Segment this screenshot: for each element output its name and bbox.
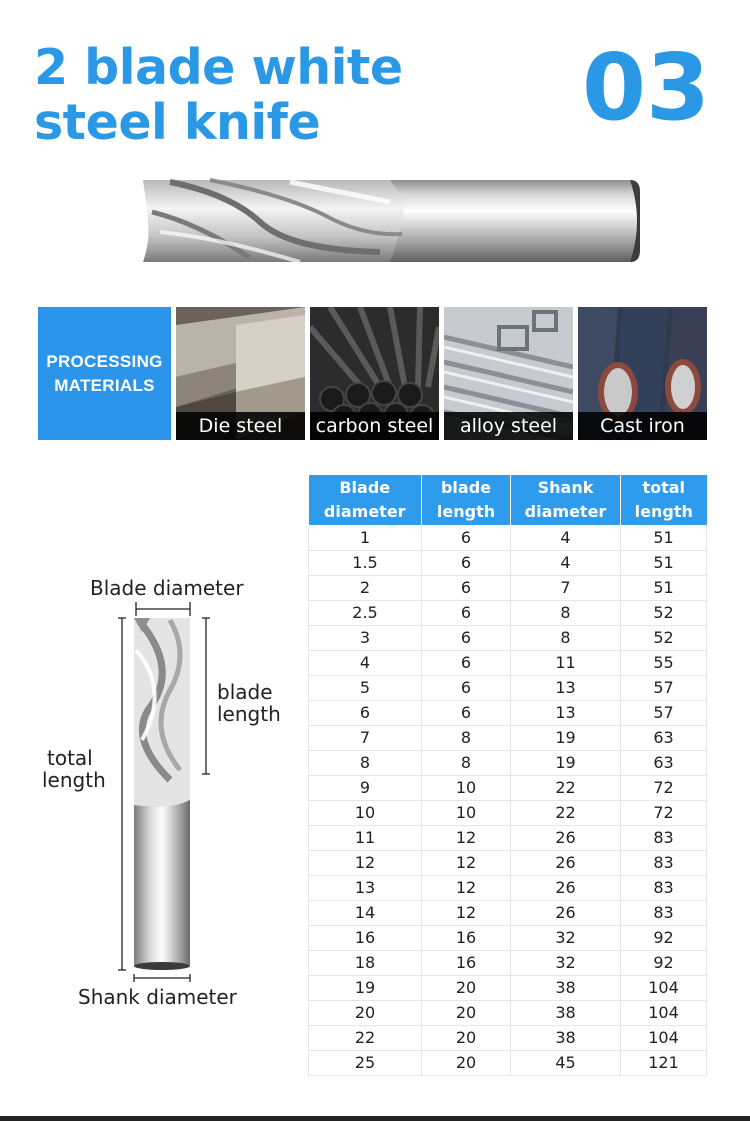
table-cell: 32 (511, 925, 621, 950)
table-cell: 2 (309, 575, 422, 600)
table-cell: 4 (309, 650, 422, 675)
table-cell: 22 (511, 800, 621, 825)
table-cell: 6 (422, 550, 511, 575)
processing-label-line-1: PROCESSING (46, 351, 163, 371)
table-header-row (309, 475, 707, 525)
table-cell: 83 (621, 875, 707, 900)
table-cell: 18 (309, 950, 422, 975)
header-blade-length: blade length (422, 475, 511, 525)
table-cell: 22 (309, 1025, 422, 1050)
table-cell: 52 (621, 600, 707, 625)
table-row (309, 600, 707, 625)
table-row (309, 1000, 707, 1025)
table-row (309, 550, 707, 575)
table-cell: 6 (422, 600, 511, 625)
table-cell: 7 (511, 575, 621, 600)
table-cell: 4 (511, 525, 621, 550)
blade-diameter-label: Blade diameter (90, 576, 244, 600)
spec-table-body (309, 525, 707, 1075)
table-row (309, 800, 707, 825)
table-row (309, 875, 707, 900)
processing-materials-label (38, 307, 171, 440)
table-cell: 9 (309, 775, 422, 800)
title-line-2: steel knife (34, 94, 321, 151)
table-row (309, 1025, 707, 1050)
vertical-end-mill-image (30, 560, 290, 1020)
blade-length-label-line-2: length (217, 702, 281, 726)
material-cast-iron (578, 307, 707, 440)
table-cell: 26 (511, 875, 621, 900)
spec-table (308, 475, 707, 1076)
table-cell: 55 (621, 650, 707, 675)
title-line-1: 2 blade white (34, 39, 403, 96)
table-cell: 5 (309, 675, 422, 700)
table-cell: 16 (422, 925, 511, 950)
table-row (309, 525, 707, 550)
table-cell: 52 (621, 625, 707, 650)
table-row (309, 625, 707, 650)
table-cell: 26 (511, 900, 621, 925)
table-cell: 8 (511, 625, 621, 650)
material-caption: alloy steel (444, 412, 573, 440)
table-cell: 10 (422, 800, 511, 825)
table-cell: 38 (511, 1000, 621, 1025)
table-cell: 38 (511, 1025, 621, 1050)
table-cell: 13 (511, 675, 621, 700)
table-cell: 22 (511, 775, 621, 800)
table-cell: 72 (621, 775, 707, 800)
table-row (309, 1050, 707, 1075)
section-number: 03 (582, 34, 711, 141)
table-cell: 83 (621, 900, 707, 925)
table-cell: 12 (422, 825, 511, 850)
material-die-steel (176, 307, 305, 440)
bottom-divider (0, 1116, 750, 1121)
table-row (309, 575, 707, 600)
table-cell: 12 (422, 875, 511, 900)
table-cell: 26 (511, 825, 621, 850)
table-cell: 12 (422, 900, 511, 925)
table-cell: 10 (309, 800, 422, 825)
table-cell: 6 (309, 700, 422, 725)
table-cell: 57 (621, 675, 707, 700)
table-cell: 6 (422, 625, 511, 650)
dimension-diagram (30, 560, 290, 1020)
table-cell: 11 (511, 650, 621, 675)
shank-diameter-label: Shank diameter (78, 985, 237, 1009)
table-cell: 4 (511, 550, 621, 575)
header-total-length: total length (621, 475, 707, 525)
table-cell: 83 (621, 850, 707, 875)
page-title (34, 40, 454, 150)
table-row (309, 975, 707, 1000)
table-row (309, 900, 707, 925)
table-cell: 13 (511, 700, 621, 725)
table-cell: 3 (309, 625, 422, 650)
table-cell: 20 (422, 1000, 511, 1025)
table-cell: 7 (309, 725, 422, 750)
material-alloy-steel (444, 307, 573, 440)
table-cell: 1.5 (309, 550, 422, 575)
table-cell: 6 (422, 650, 511, 675)
table-cell: 51 (621, 575, 707, 600)
table-cell: 2.5 (309, 600, 422, 625)
table-cell: 63 (621, 725, 707, 750)
material-carbon-steel (310, 307, 439, 440)
table-row (309, 700, 707, 725)
table-cell: 6 (422, 575, 511, 600)
table-cell: 20 (422, 1025, 511, 1050)
table-cell: 92 (621, 925, 707, 950)
table-cell: 20 (309, 1000, 422, 1025)
table-row (309, 725, 707, 750)
table-row (309, 825, 707, 850)
blade-length-label-line-1: blade (217, 680, 273, 704)
table-cell: 38 (511, 975, 621, 1000)
table-cell: 92 (621, 950, 707, 975)
header-shank-diameter: Shank diameter (511, 475, 621, 525)
table-cell: 20 (422, 1050, 511, 1075)
table-cell: 8 (422, 750, 511, 775)
table-cell: 26 (511, 850, 621, 875)
material-caption: Cast iron (578, 412, 707, 440)
end-mill-hero-image (140, 172, 645, 268)
table-cell: 8 (309, 750, 422, 775)
table-cell: 104 (621, 1000, 707, 1025)
table-row (309, 775, 707, 800)
table-row (309, 675, 707, 700)
table-cell: 104 (621, 1025, 707, 1050)
table-row (309, 925, 707, 950)
material-caption: Die steel (176, 412, 305, 440)
processing-label-line-2: MATERIALS (54, 375, 155, 395)
table-cell: 14 (309, 900, 422, 925)
total-length-label-line-1: total (47, 746, 93, 770)
material-caption: carbon steel (310, 412, 439, 440)
table-cell: 121 (621, 1050, 707, 1075)
table-cell: 51 (621, 550, 707, 575)
table-cell: 20 (422, 975, 511, 1000)
table-cell: 19 (511, 750, 621, 775)
table-row (309, 850, 707, 875)
table-row (309, 750, 707, 775)
table-cell: 8 (511, 600, 621, 625)
table-cell: 104 (621, 975, 707, 1000)
table-cell: 10 (422, 775, 511, 800)
table-cell: 72 (621, 800, 707, 825)
table-cell: 51 (621, 525, 707, 550)
header-blade-diameter: Blade diameter (309, 475, 422, 525)
table-cell: 19 (309, 975, 422, 1000)
table-cell: 12 (422, 850, 511, 875)
table-cell: 45 (511, 1050, 621, 1075)
table-cell: 8 (422, 725, 511, 750)
table-row (309, 950, 707, 975)
table-cell: 11 (309, 825, 422, 850)
table-cell: 63 (621, 750, 707, 775)
table-cell: 6 (422, 525, 511, 550)
table-cell: 83 (621, 825, 707, 850)
table-cell: 16 (422, 950, 511, 975)
table-cell: 25 (309, 1050, 422, 1075)
total-length-label-line-2: length (42, 768, 106, 792)
table-cell: 32 (511, 950, 621, 975)
table-cell: 12 (309, 850, 422, 875)
table-cell: 6 (422, 675, 511, 700)
table-cell: 57 (621, 700, 707, 725)
table-cell: 16 (309, 925, 422, 950)
table-cell: 1 (309, 525, 422, 550)
table-row (309, 650, 707, 675)
table-cell: 13 (309, 875, 422, 900)
table-cell: 19 (511, 725, 621, 750)
table-cell: 6 (422, 700, 511, 725)
